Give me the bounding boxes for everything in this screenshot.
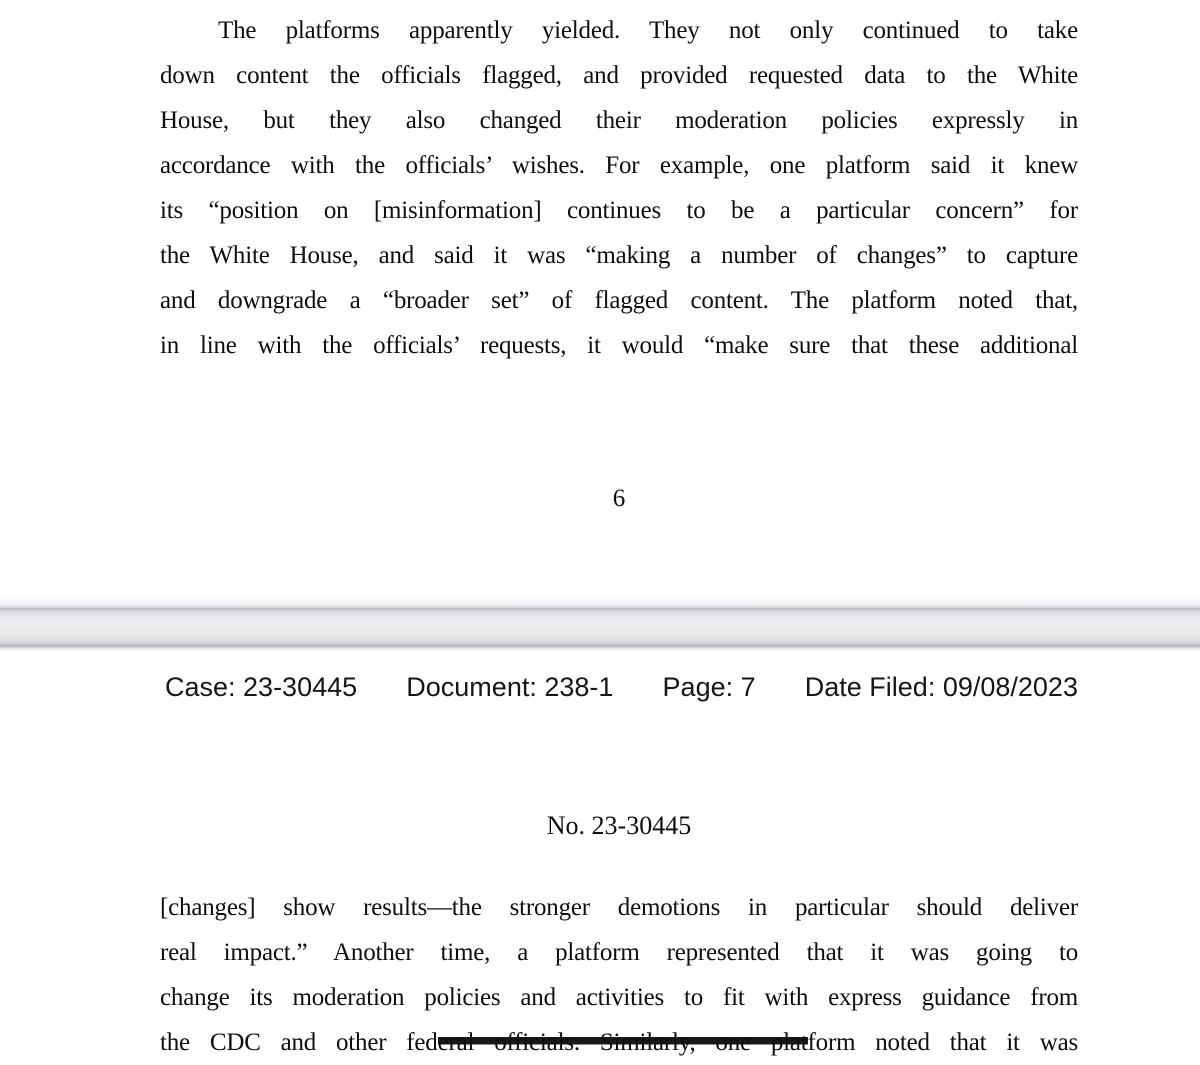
paragraph-line: down content the officials flagged, and provided requested data to the White (160, 62, 1078, 89)
stamp-case-number: Case: 23-30445 (165, 672, 358, 702)
stamp-date-filed: Date Filed: 09/08/2023 (804, 672, 1078, 702)
paragraph-line: in line with the officials’ requests, it would “make sure that these additional (160, 332, 1078, 359)
struck-line-pre: the CDC and other fed (160, 1029, 438, 1056)
paragraph-line: House, but they also changed their moderation policies expressly in (160, 107, 1078, 134)
stamp-document-number: Document: 238-1 (406, 672, 614, 702)
page-7-paragraph (160, 885, 1078, 1065)
paragraph-line: change its moderation policies and activities to fit with express guidance from (160, 984, 1078, 1011)
struck-line-post: form noted that it was (807, 1029, 1079, 1056)
paragraph-line: its “position on [misinformation] continues to be a particular concern” for (160, 197, 1078, 224)
page-separator (0, 596, 1200, 654)
paragraph-line: the White House, and said it was “making a number of changes” to capture (160, 242, 1078, 269)
paragraph-line: [changes] show results—the stronger demotions in particular should deliver (160, 894, 1078, 921)
case-caption: No. 23-30445 (546, 811, 692, 840)
paragraph-line: and downgrade a “broader set” of flagged content. The platform noted that, (160, 287, 1078, 314)
paragraph-line: The platforms apparently yielded. They not only continued to take (218, 17, 1078, 44)
paragraph-line: real impact.” Another time, a platform represented that it was going to (160, 939, 1078, 966)
page-6-paragraph (160, 8, 1078, 368)
stamp-page-number: Page: 7 (662, 672, 756, 702)
court-stamp-header (165, 670, 1078, 704)
page-number: 6 (612, 485, 626, 512)
paragraph-line: accordance with the officials’ wishes. For example, one platform said it knew (160, 152, 1078, 179)
paragraph-line-with-strikethrough (160, 1020, 1078, 1065)
strikethrough-text: eral officials. Similarly, one plat (437, 1029, 808, 1056)
